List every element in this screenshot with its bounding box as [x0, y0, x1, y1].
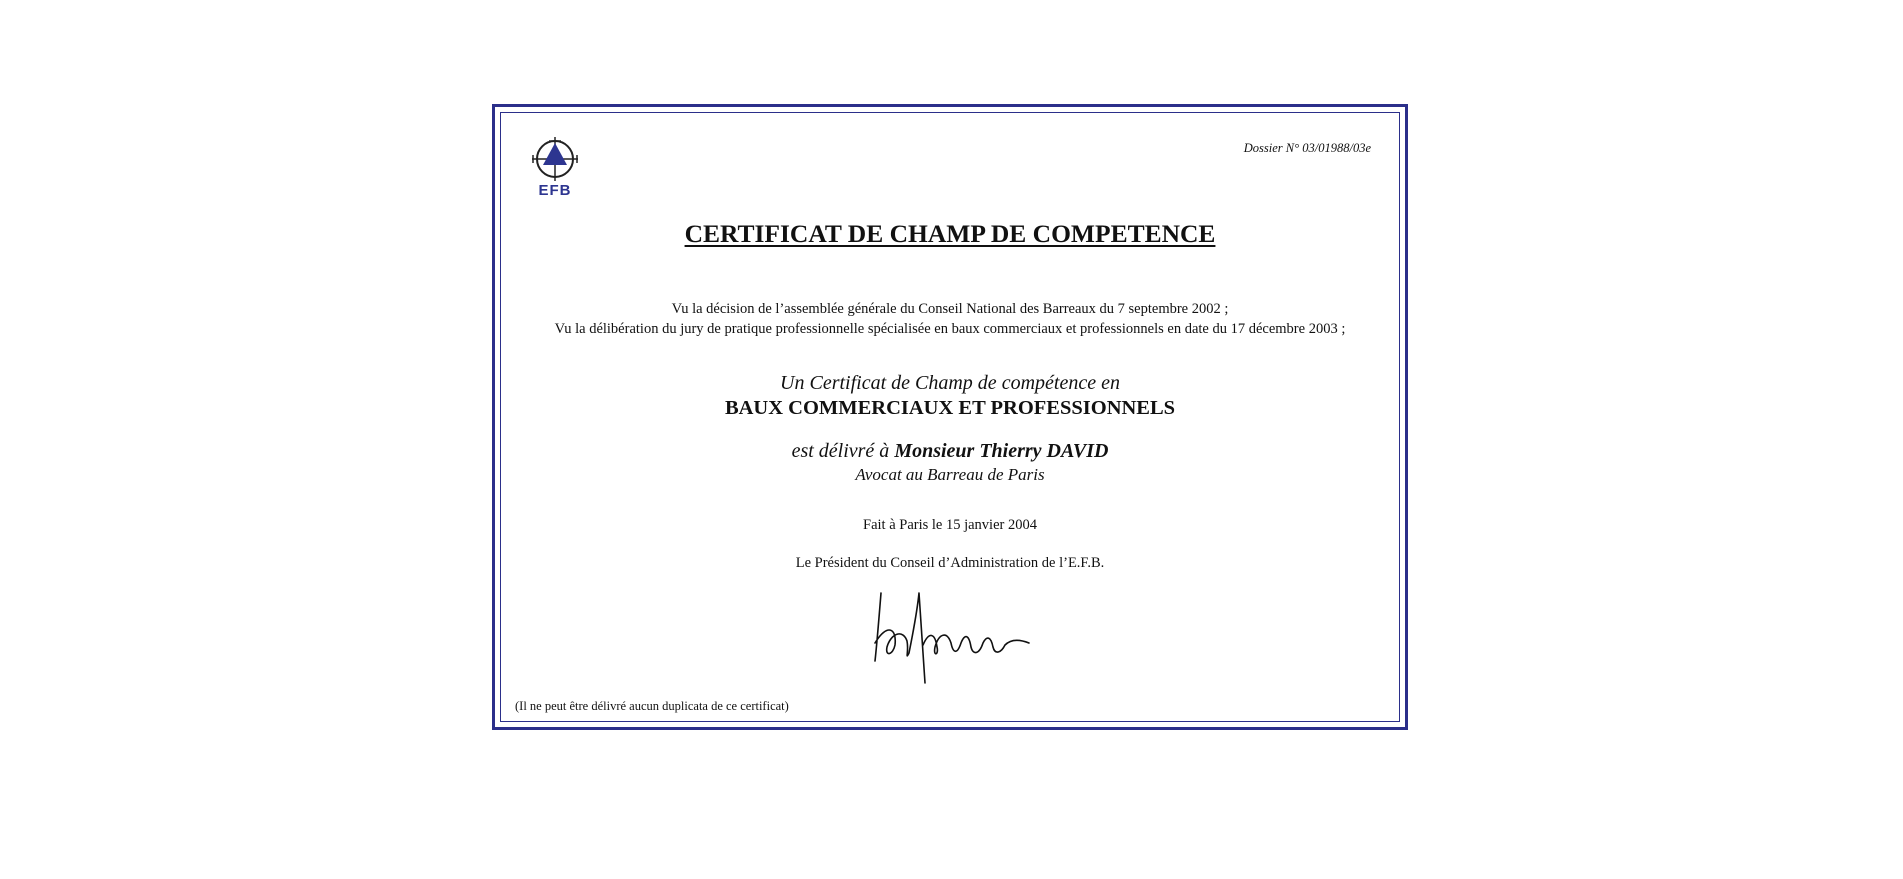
awarded-prefix: est délivré à [791, 440, 890, 462]
signatory-title: Le Président du Conseil d’Administration de l’E.F.B. [795, 555, 1105, 571]
efb-logo [527, 135, 583, 201]
handwritten-signature [867, 573, 1047, 693]
certificate [492, 104, 1408, 730]
certificate-inner-border [500, 112, 1400, 722]
certificate-title: CERTIFICAT DE CHAMP DE COMPETENCE [684, 219, 1216, 248]
efb-emblem-icon [529, 135, 581, 181]
duplicate-notice: (Il ne peut être délivré aucun duplicata de ce certificat) [515, 699, 789, 713]
consideration-line: Vu la décision de l’assemblée générale du Conseil National des Barreaux du 7 septembre 2002 ; [671, 301, 1229, 317]
dossier-number: Dossier N° 03/01988/03e [1243, 141, 1371, 155]
consideration-line: Vu la délibération du jury de pratique professionnelle spécialisée en baux commerciaux et professionnels en date du 17 décembre 2003 ; [554, 321, 1346, 337]
recipient-name: Monsieur Thierry DAVID [894, 440, 1109, 462]
place-date: Fait à Paris le 15 janvier 2004 [863, 517, 1037, 533]
considerations [501, 299, 1399, 339]
grant-intro: Un Certificat de Champ de compétence en [780, 372, 1120, 394]
recipient-role: Avocat au Barreau de Paris [855, 465, 1045, 484]
competence-field: BAUX COMMERCIAUX ET PROFESSIONNELS [724, 397, 1176, 419]
awarded-line [501, 440, 1399, 463]
logo-text: EFB [538, 182, 572, 199]
